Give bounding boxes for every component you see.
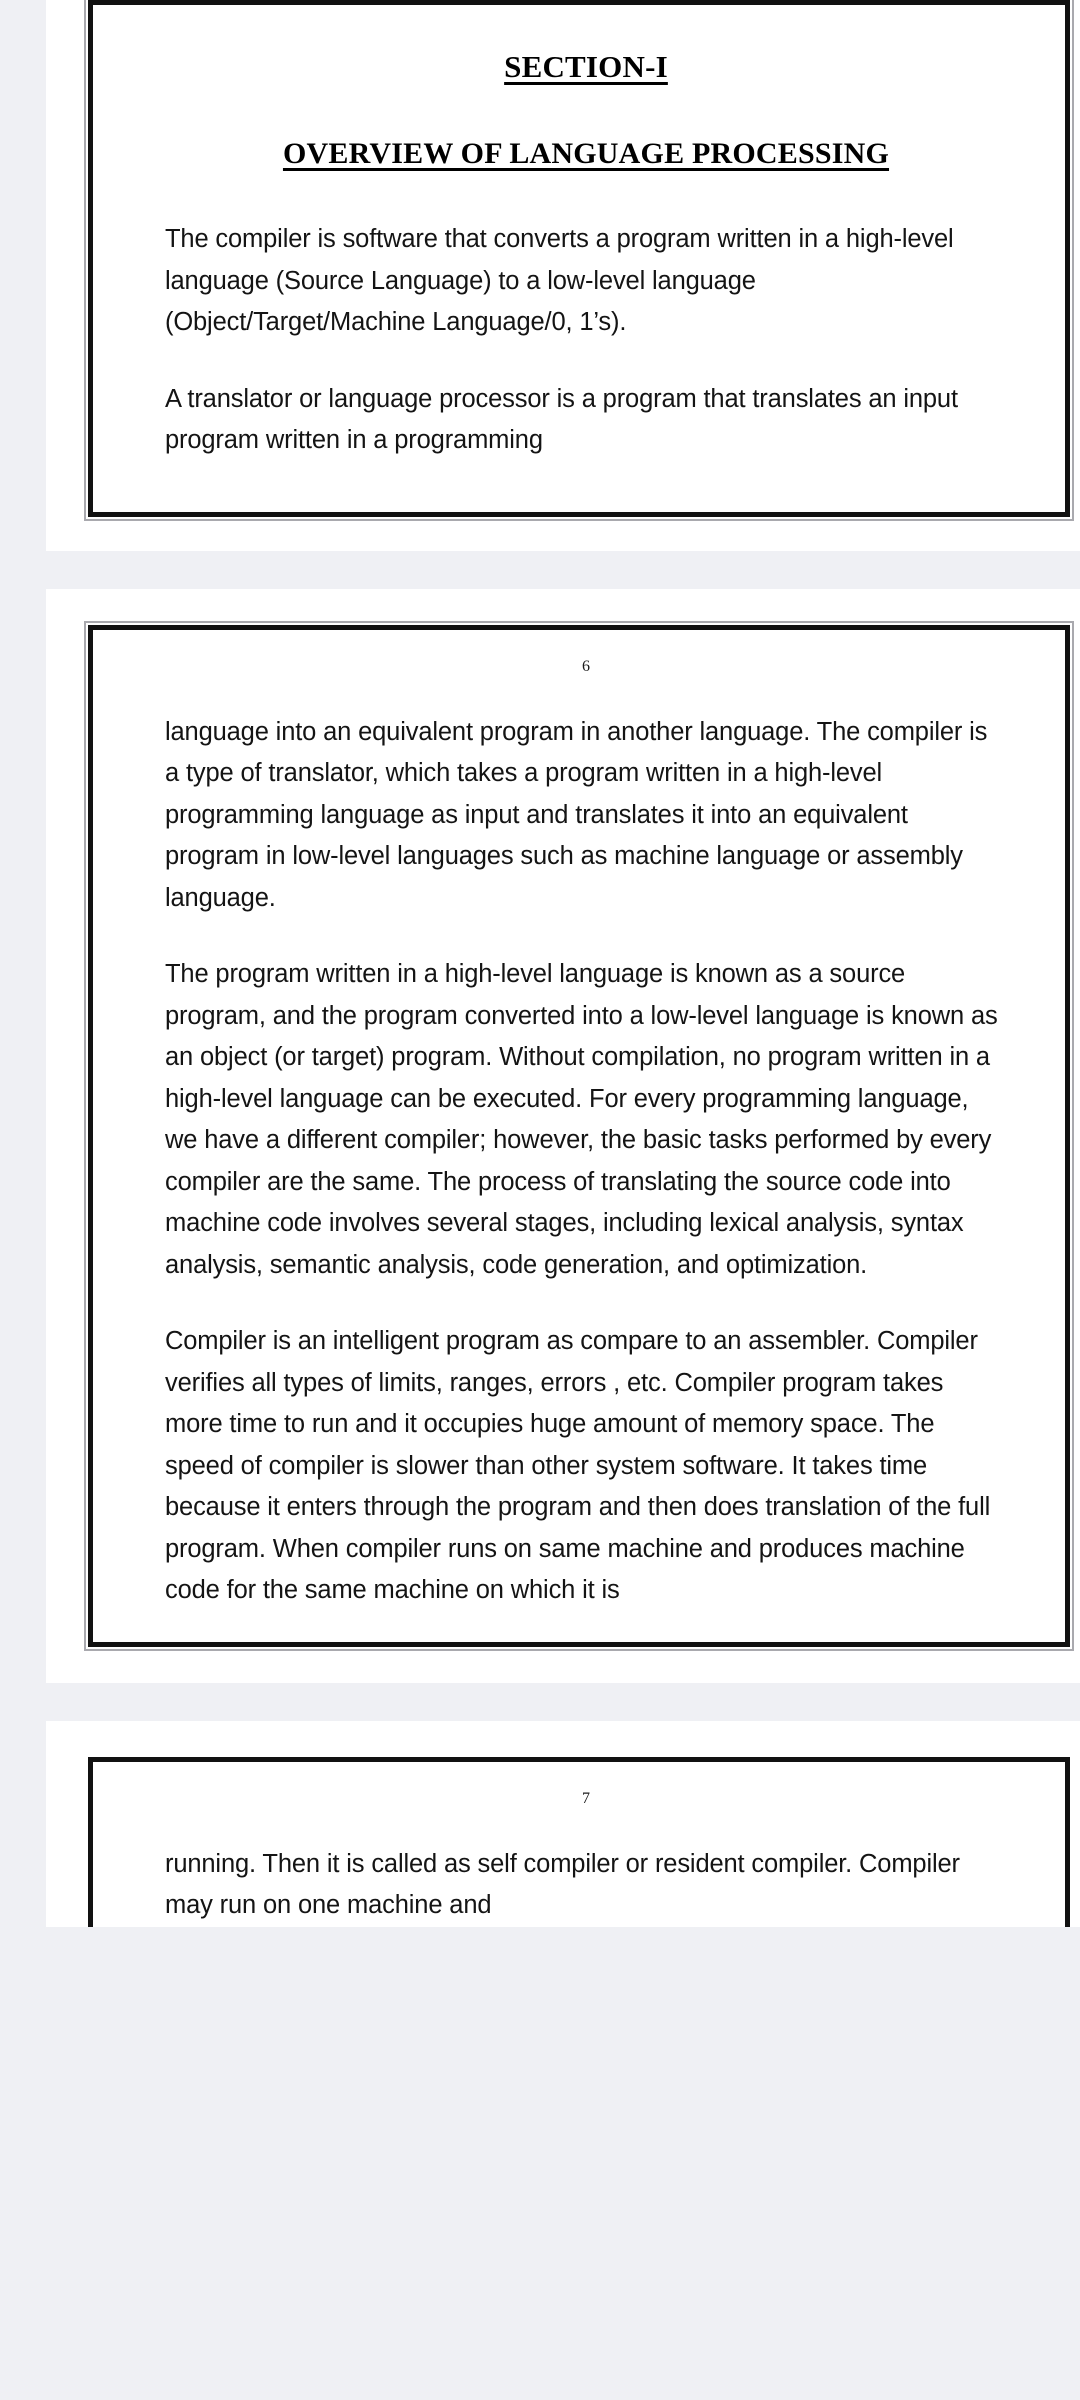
page-sheet-2 — [46, 589, 1080, 1683]
paragraph: language into an equivalent program in another language. The compiler is a type of translator, which takes a program written in a high-level programming language as input and translates it into an equivalent program in low-level languages such as machine language or assembly language. — [165, 717, 988, 912]
page-sheet-3 — [46, 1721, 1080, 1927]
page-separator — [0, 551, 1080, 589]
paragraph: Compiler is an intelligent program as compare to an assembler. Compiler verifies all types of limits, ranges, errors , etc. Compiler program takes more time to run and it occupies huge amount of memory space. The speed of compiler is slower than other system software. It takes time because it enters through the program and then does translation of the full program. When compiler runs on same machine and produces machine code for the same machine on which it is — [165, 1327, 991, 1604]
page-title: SECTION-I — [504, 49, 668, 84]
page-subtitle: OVERVIEW OF LANGUAGE PROCESSING — [282, 137, 890, 170]
page-body-1 — [165, 219, 1007, 512]
paragraph: running. Then it is called as self compiler or resident compiler. Compiler may run on one machine and — [165, 1849, 960, 1919]
page-number: 7 — [582, 1789, 590, 1807]
paragraph: The program written in a high-level language is known as a source program, and the program converted into a low-level language is known as an object (or target) program. Without compilation, no program written in a high-level language can be executed. For every programming language, we have a different compiler; however, the basic tasks performed by every compiler are the same. The process of translating the source code into machine code involves several stages, including lexical analysis, syntax analysis, semantic analysis, code generation, and optimization. — [165, 960, 998, 1279]
paragraph: The compiler is software that converts a program written in a high-level language (Source Language) to a low-level language (Object/Target/Machine Language/0, 1’s). — [165, 225, 954, 336]
page-frame-1 — [88, 0, 1070, 517]
page-frame-3 — [88, 1757, 1070, 1927]
paragraph: A translator or language processor is a program that translates an input program written in a programming — [165, 384, 958, 454]
page-frame-2 — [88, 625, 1070, 1647]
page-sheet-1 — [46, 0, 1080, 551]
page-number: 6 — [582, 657, 590, 675]
page-separator — [0, 1683, 1080, 1721]
